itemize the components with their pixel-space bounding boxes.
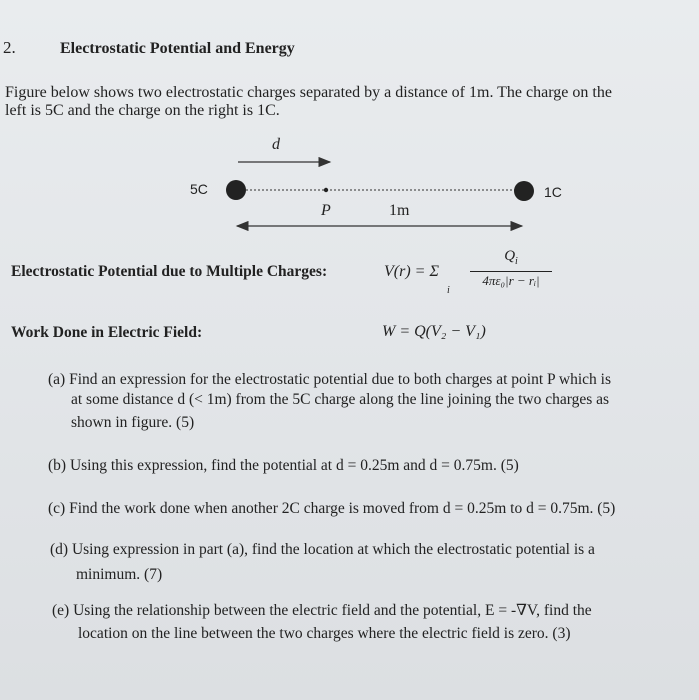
problem-title: Electrostatic Potential and Energy <box>60 40 295 57</box>
intro-line-1: Figure below shows two electrostatic charges separated by a distance of 1m. The charge on the <box>5 84 612 101</box>
potential-sum-index: i <box>447 285 450 296</box>
point-p-dot <box>324 188 328 192</box>
work-formula: W = Q(V₂ − V₁) <box>382 323 486 340</box>
distance-label: 1m <box>389 202 410 219</box>
potential-numerator: Q <box>504 248 516 264</box>
d-label: d <box>272 136 280 153</box>
potential-denominator: 4πε₀|r − rᵢ| <box>482 273 540 288</box>
right-charge-dot <box>514 181 534 201</box>
left-charge-label: 5C <box>190 181 208 197</box>
point-p-label: P <box>321 202 331 219</box>
part-c: (c) Find the work done when another 2C charge is moved from d = 0.25m to d = 0.75m. (5) <box>48 500 616 517</box>
part-e-line-2: location on the line between the two charges where the electric field is zero. (3) <box>78 625 571 642</box>
part-e-line-1: (e) Using the relationship between the electric field and the potential, E = -∇V, find the <box>52 602 592 619</box>
intro-line-2: left is 5C and the charge on the right is 1C. <box>5 102 280 119</box>
part-b: (b) Using this expression, find the potential at d = 0.25m and d = 0.75m. (5) <box>48 457 519 474</box>
potential-formula-label: Electrostatic Potential due to Multiple Charges: <box>11 263 328 280</box>
potential-lhs: V(r) = Σ <box>384 263 439 280</box>
part-a-line-1: (a) Find an expression for the electrostatic potential due to both charges at point P which is <box>48 371 612 388</box>
part-a-line-2: at some distance d (< 1m) from the 5C charge along the line joining the two charges as <box>71 391 610 408</box>
problem-number: 2. <box>3 38 16 57</box>
part-d-line-1: (d) Using expression in part (a), find the location at which the electrostatic potential is a <box>50 541 595 558</box>
part-a-line-3: shown in figure. (5) <box>71 414 195 431</box>
left-charge-dot <box>226 180 246 200</box>
right-charge-label: 1C <box>544 184 562 200</box>
work-formula-label: Work Done in Electric Field: <box>11 324 203 341</box>
potential-numerator-sub: i <box>515 256 518 267</box>
potential-fraction <box>470 248 552 289</box>
part-d-line-2: minimum. (7) <box>76 566 163 583</box>
